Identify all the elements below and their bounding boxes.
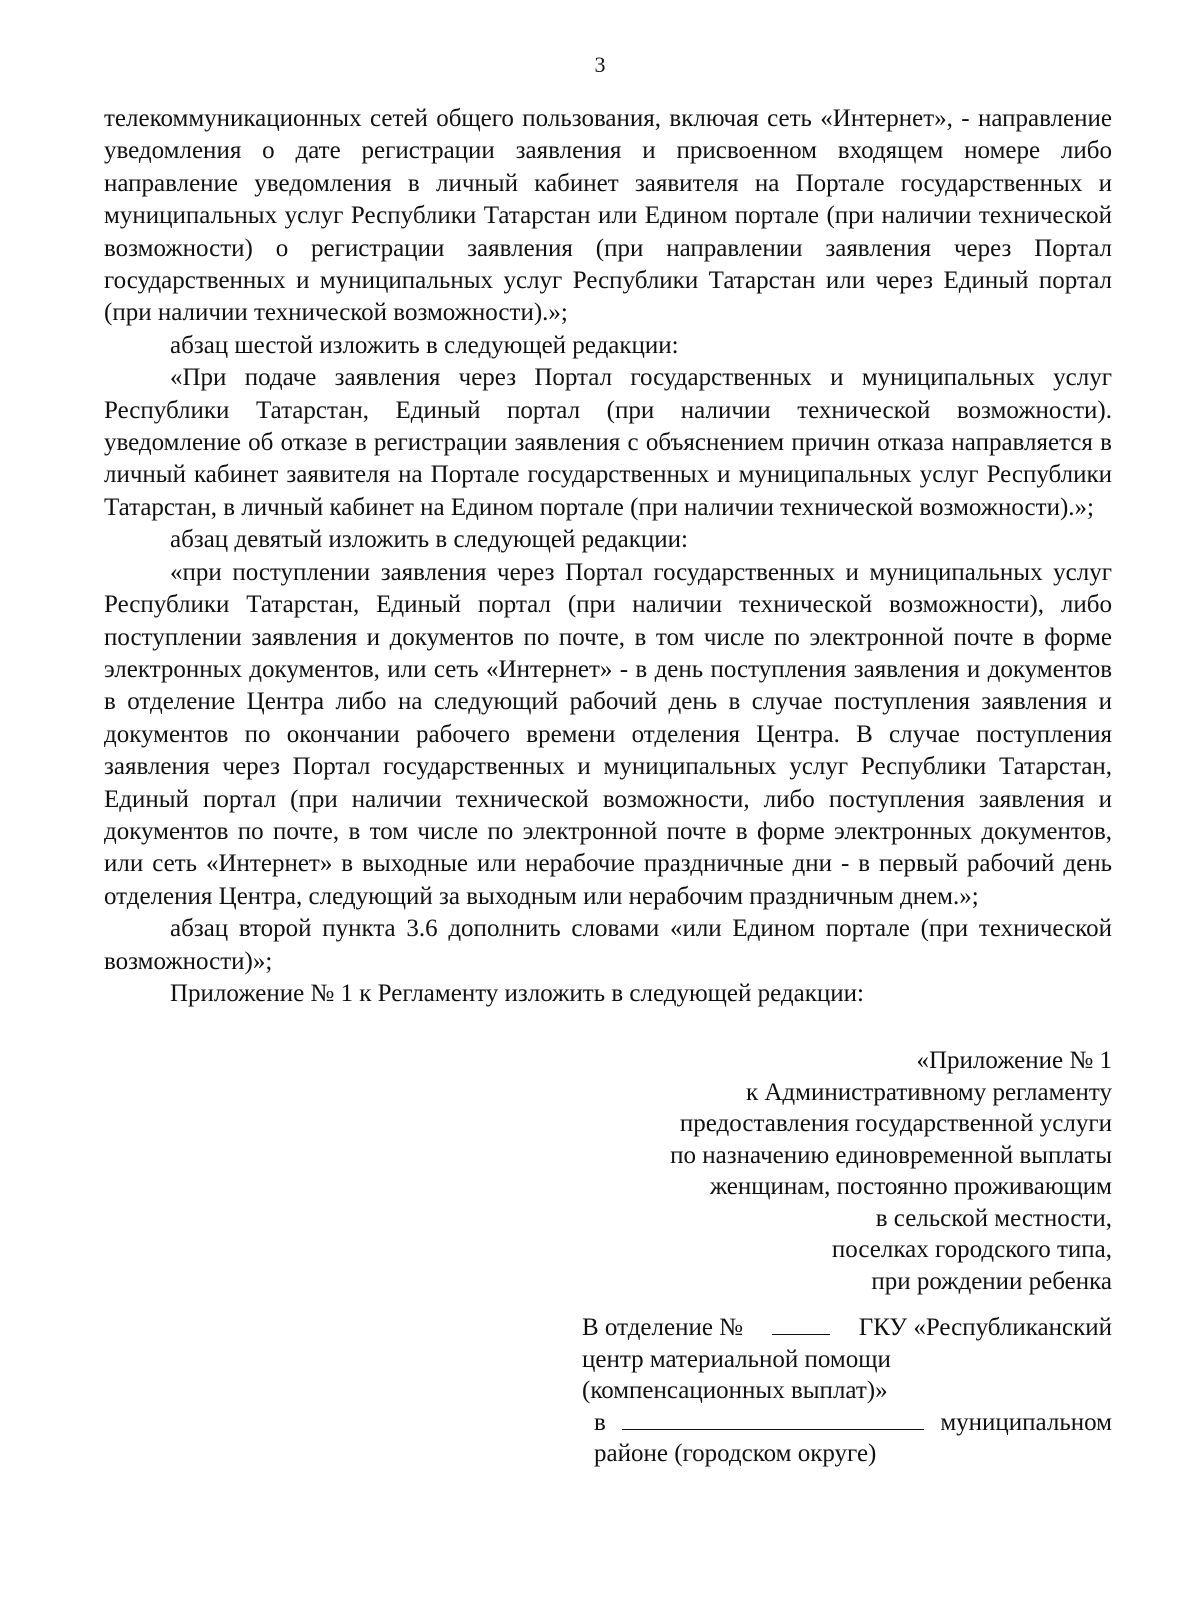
paragraph-5: «при поступлении заявления через Портал государственных и муниципальных услуг Республики Татарстан, Единый портал (при наличии технической возможности), либо поступлении заявления и документов по почте, в том числе по электронной почте в форме электронных документов, или сеть «Интернет» - в день поступления заявления и документов в отделение Центра либо на следующий рабочий день в случае поступления заявления и документов по окончании рабочего времени отделения Центра. В случае поступления заявления через Портал государственных и муниципальных услуг Республики Татарстан, Единый портал (при наличии технической возможности, либо поступления заявления и документов по почте, в том числе по электронной почте в форме электронных документов, или сеть «Интернет» в выходные или нерабочие праздничные дни - в первый рабочий день отделения Центра, следующий за выходным или нерабочим праздничным днем.»; xyxy=(104,558,1112,910)
district-prefix: в xyxy=(594,1408,606,1436)
addressee-block xyxy=(582,1312,1112,1470)
department-number-blank[interactable] xyxy=(772,1312,830,1335)
annex-line: предоставления государственной услуги xyxy=(679,1110,1112,1137)
paragraph-1: телекоммуникационных сетей общего пользования, включая сеть «Интернет», - направление уведомления о дате регистрации заявления и присвоенном входящем номере либо направление уведомления в личный кабинет заявителя на Портале государственных и муниципальных услуг Республики Татарстан или Едином портале (при наличии технической возможности) о регистрации заявления (при направлении заявления через Портал государственных и муниципальных услуг Республики Татарстан или через Единый портал (при наличии технической возможности).»; xyxy=(104,105,1112,327)
annex-line: поселках городского типа, xyxy=(831,1236,1112,1263)
addressee-line-4 xyxy=(582,1407,1112,1439)
organization-label: ГКУ «Республиканский xyxy=(858,1314,1112,1341)
body-text xyxy=(104,103,1112,1010)
department-label: В отделение № xyxy=(582,1314,744,1341)
page-number: 3 xyxy=(594,52,606,77)
addressee-line-5: районе (городском округе) xyxy=(594,1440,877,1467)
paragraph-4: абзац девятый изложить в следующей редакции: xyxy=(170,526,688,554)
addressee-line-3: (компенсационных выплат)» xyxy=(582,1377,888,1404)
addressee-line-2: центр материальной помощи xyxy=(582,1345,891,1373)
annex-line: при рождении ребенка xyxy=(871,1267,1112,1295)
paragraph-6: абзац второй пункта 3.6 дополнить словами «или Едином портале (при технической возможности)»; xyxy=(104,915,1112,975)
paragraph-3: «При подаче заявления через Портал государственных и муниципальных услуг Республики Татарстан, Единый портал (при наличии технической возможности). уведомление об отказе в регистрации заявления с объяснением причин отказа направляется в личный кабинет заявителя на Портале государственных и муниципальных услуг Республики Татарстан, в личный кабинет на Едином портале (при наличии технической возможности).»; xyxy=(104,364,1112,521)
district-suffix: муниципальном xyxy=(940,1408,1112,1436)
district-name-blank[interactable] xyxy=(622,1407,924,1430)
annex-header xyxy=(552,1045,1112,1297)
paragraph-7: Приложение № 1 к Регламенту изложить в следующей редакции: xyxy=(170,979,864,1007)
annex-line: женщинам, постоянно проживающим xyxy=(709,1173,1112,1200)
annex-line: к Административному регламенту xyxy=(745,1078,1112,1106)
annex-line: «Приложение № 1 xyxy=(916,1047,1112,1074)
annex-line: по назначению единовременной выплаты xyxy=(670,1141,1112,1169)
paragraph-2: абзац шестой изложить в следующей редакции: xyxy=(170,331,679,359)
addressee-line-1 xyxy=(582,1312,1112,1344)
annex-line: в сельской местности, xyxy=(875,1204,1112,1232)
